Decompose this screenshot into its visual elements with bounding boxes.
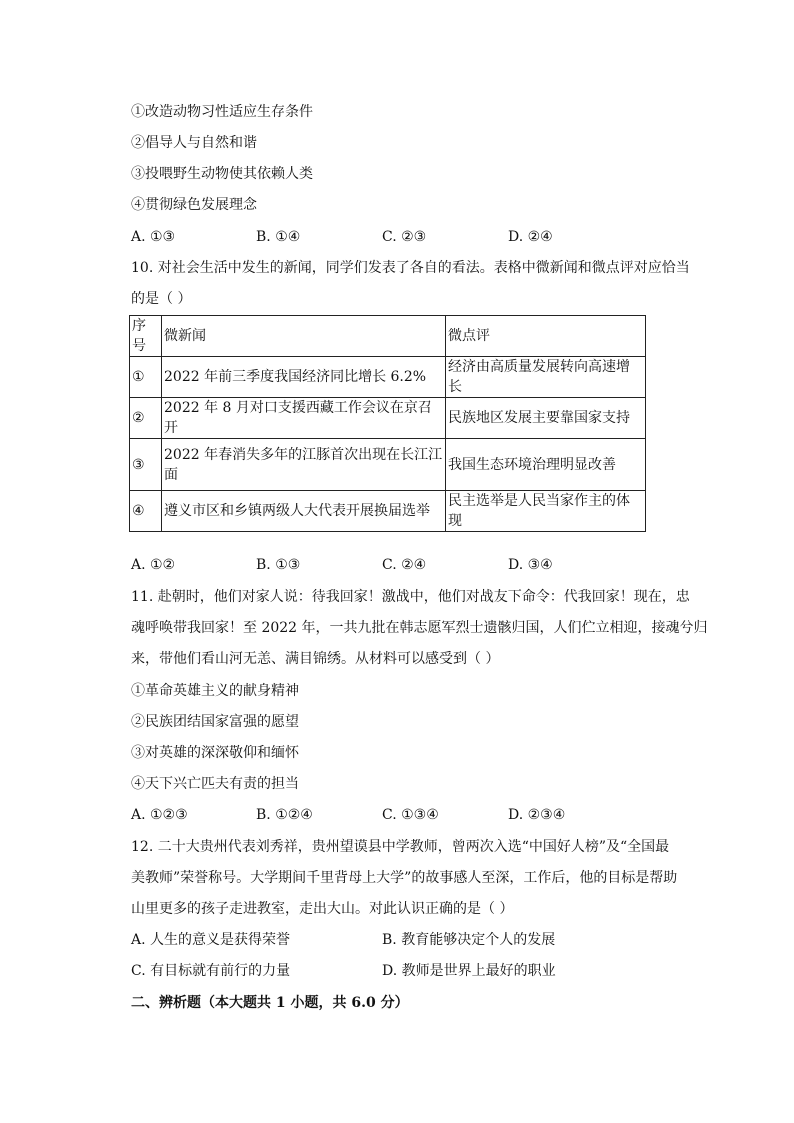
q10-option-a: A. ①② [131,557,176,573]
q11-item-2: ②民族团结国家富强的愿望 [131,714,299,730]
row-news: 遵义市区和乡镇两级人大代表开展换届选举 [162,491,446,532]
q11-item-3: ③对英雄的深深敬仰和缅怀 [131,745,299,761]
q11-option-a: A. ①②③ [131,807,188,823]
q9-item-3: ③投喂野生动物使其依赖人类 [131,166,313,182]
row-comment: 民族地区发展主要靠国家支持 [446,398,646,439]
news-commentary-table [129,315,646,532]
q12-stem-line-2: 美教师”荣誉称号。大学期间千里背母上大学”的故事感人至深，工作后，他的目标是帮助 [131,870,678,886]
q10-option-d: D. ③④ [508,557,553,573]
row-index: ③ [130,439,162,491]
row-news: 2022 年 8 月对口支援西藏工作会议在京召开 [162,398,446,439]
q12-stem-line-1: 12. 二十大贵州代表刘秀祥，贵州望谟县中学教师，曾两次入选“中国好人榜”及“全国最 [131,839,670,855]
q11-option-b: B. ①②④ [256,807,313,823]
table-row [130,491,646,532]
q10-stem-line-1: 10. 对社会生活中发生的新闻，同学们发表了各自的看法。表格中微新闻和微点评对应恰当 [131,260,690,276]
q11-stem-line-2: 魂呼唤带我回家！至 2022 年，一共九批在韩志愿军烈士遗骸归国，人们伫立相迎，接魂兮归 [131,620,708,636]
table-row [130,398,646,439]
q11-item-1: ①革命英雄主义的献身精神 [131,683,299,699]
q12-option-c: C. 有目标就有前行的力量 [131,963,291,979]
q11-item-4: ④天下兴亡匹夫有责的担当 [131,776,299,792]
table-row [130,439,646,491]
header-index: 序号 [130,316,162,357]
table-row [130,357,646,398]
q12-option-d: D. 教师是世界上最好的职业 [382,963,556,979]
q12-stem-line-3: 山里更多的孩子走进教室，走出大山。对此认识正确的是（ ） [131,901,514,917]
row-news: 2022 年春消失多年的江豚首次出现在长江江面 [162,439,446,491]
q11-option-c: C. ①③④ [382,807,439,823]
q10-stem-line-2: 的是（ ） [131,291,192,307]
q11-stem-line-3: 来，带他们看山河无恙、满目锦绣。从材料可以感受到（ ） [131,651,500,667]
q9-option-a: A. ①③ [131,229,176,245]
q10-option-b: B. ①③ [256,557,301,573]
q9-option-c: C. ②③ [382,229,427,245]
q9-option-d: D. ②④ [508,229,553,245]
q12-option-a: A. 人生的意义是获得荣誉 [131,932,291,948]
row-comment: 经济由高质量发展转向高速增长 [446,357,646,398]
row-index: ④ [130,491,162,532]
row-index: ② [130,398,162,439]
table-header-row [130,316,646,357]
q9-item-2: ②倡导人与自然和谐 [131,135,257,151]
header-news: 微新闻 [162,316,446,357]
q11-option-d: D. ②③④ [508,807,566,823]
q10-option-c: C. ②④ [382,557,427,573]
row-comment: 民主选举是人民当家作主的体现 [446,491,646,532]
q9-item-4: ④贯彻绿色发展理念 [131,197,257,213]
q12-option-b: B. 教育能够决定个人的发展 [382,932,556,948]
q9-item-1: ①改造动物习性适应生存条件 [131,104,313,120]
q11-stem-line-1: 11. 赴朝时，他们对家人说：待我回家！激战中，他们对战友下命令：代我回家！现在，忠 [131,589,690,605]
row-news: 2022 年前三季度我国经济同比增长 6.2% [162,357,446,398]
header-comment: 微点评 [446,316,646,357]
section-heading: 二、辨析题（本大题共 1 小题，共 6.0 分） [131,995,409,1011]
row-index: ① [130,357,162,398]
row-comment: 我国生态环境治理明显改善 [446,439,646,491]
q9-option-b: B. ①④ [256,229,301,245]
